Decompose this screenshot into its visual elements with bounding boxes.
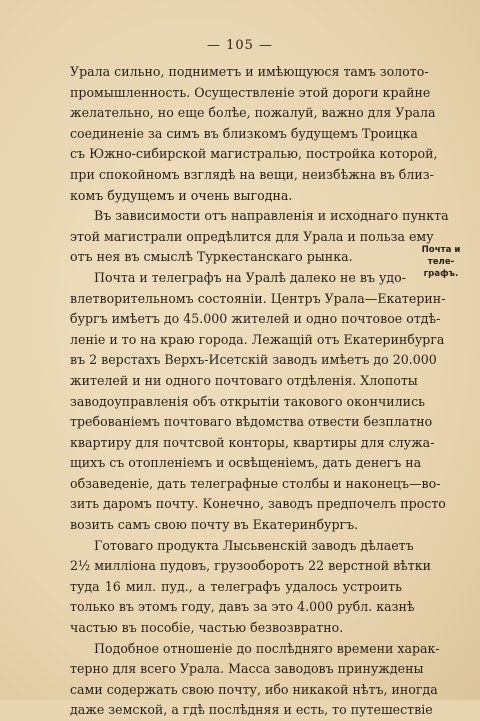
text-line: съ Южно-сибирской магистралью, постройка которой,: [70, 146, 438, 162]
text-line: отъ нея въ смыслѣ Туркестанскаго рынка.: [70, 249, 353, 265]
text-line: этой магистрали опредѣлится для Урала и польза ему: [70, 228, 434, 244]
text-line: комъ будущемъ и очень выгодна.: [70, 187, 293, 203]
margin-note-line: Почта и теле-: [421, 245, 461, 267]
text-line: возить самъ свою почту въ Екатеринбургъ.: [70, 517, 359, 533]
text-line: жителей и ни одного почтоваго отдѣленія. Хлопоты: [70, 372, 418, 388]
margin-note: [408, 244, 474, 280]
margin-note-line: графъ.: [423, 269, 459, 279]
text-line: Почта и телеграфъ на Уралѣ далеко не въ удо-: [94, 269, 406, 285]
text-line: при спокойномъ взглядѣ на вещи, неизбѣжна въ близ-: [70, 166, 434, 182]
text-line: леніе и то на краю города. Лежащій отъ Екатеринбурга: [70, 331, 445, 347]
body-text: [70, 62, 449, 721]
text-line: въ 2 верстахъ Верхъ-Исетскій заводъ имѣетъ до 20.000: [70, 352, 437, 368]
text-line: частью въ пособіе, частью безвозвратно.: [70, 620, 344, 636]
text-line: заводоуправленія объ открытіи такового окончились: [70, 393, 425, 409]
text-line: бургъ имѣетъ до 45.000 жителей и одно почтовое отдѣ-: [70, 311, 441, 327]
text-line: Урала сильно, подниметъ и имѣющуюся тамъ золото-: [70, 64, 429, 79]
text-line: Подобное отношеніе до послѣдняго времени харак-: [94, 640, 440, 656]
page-number: — 105 —: [206, 38, 274, 53]
text-line: туда 16 мил. пуд., а телеграфъ удалось устроить: [70, 578, 402, 594]
text-line: Готоваго продукта Лысьвенскій заводъ дѣлаетъ: [94, 537, 414, 553]
text-line: только въ этомъ году, давъ за это 4.000 рубл. казнѣ: [70, 599, 415, 615]
text-line: щихъ съ отопленіемъ и освѣщеніемъ, дать денегъ на: [70, 455, 422, 471]
text-line: обзаведеніе, дать телеграфные столбы и наконецъ—во-: [70, 475, 441, 491]
text-line: 2½ милліона пудовъ, грузооборотъ 22 верстной вѣтки: [70, 558, 432, 574]
text-line: квартиру для почтсвой конторы, квартиры для служа-: [70, 434, 435, 450]
text-line: Въ зависимости отъ направленія и исходнаго пункта: [94, 208, 449, 224]
text-line: соединеніе за симъ въ близкомъ будущемъ Троицка: [70, 125, 418, 141]
text-line: сами содержать свою почту, ибо никакой нѣтъ, иногда: [70, 681, 438, 697]
text-line: требованіемъ почтоваго вѣдомства отвести безплатно: [70, 414, 433, 430]
text-line: промышленность. Осуществленіе этой дороги крайне: [70, 84, 431, 100]
text-line: влетворительномъ состояніи. Центръ Урала—Екатерин-: [70, 290, 446, 306]
text-line: даже земской, а гдѣ послѣдняя и есть, то путешествіе: [70, 702, 433, 718]
text-line: зить даромъ почту. Конечно, заводъ предпочелъ просто: [70, 496, 446, 512]
text-line: желательно, но еще болѣе, пожалуй, важно для Урала: [70, 105, 436, 121]
text-line: терно для всего Урала. Масса заводовъ принуждены: [70, 661, 424, 677]
